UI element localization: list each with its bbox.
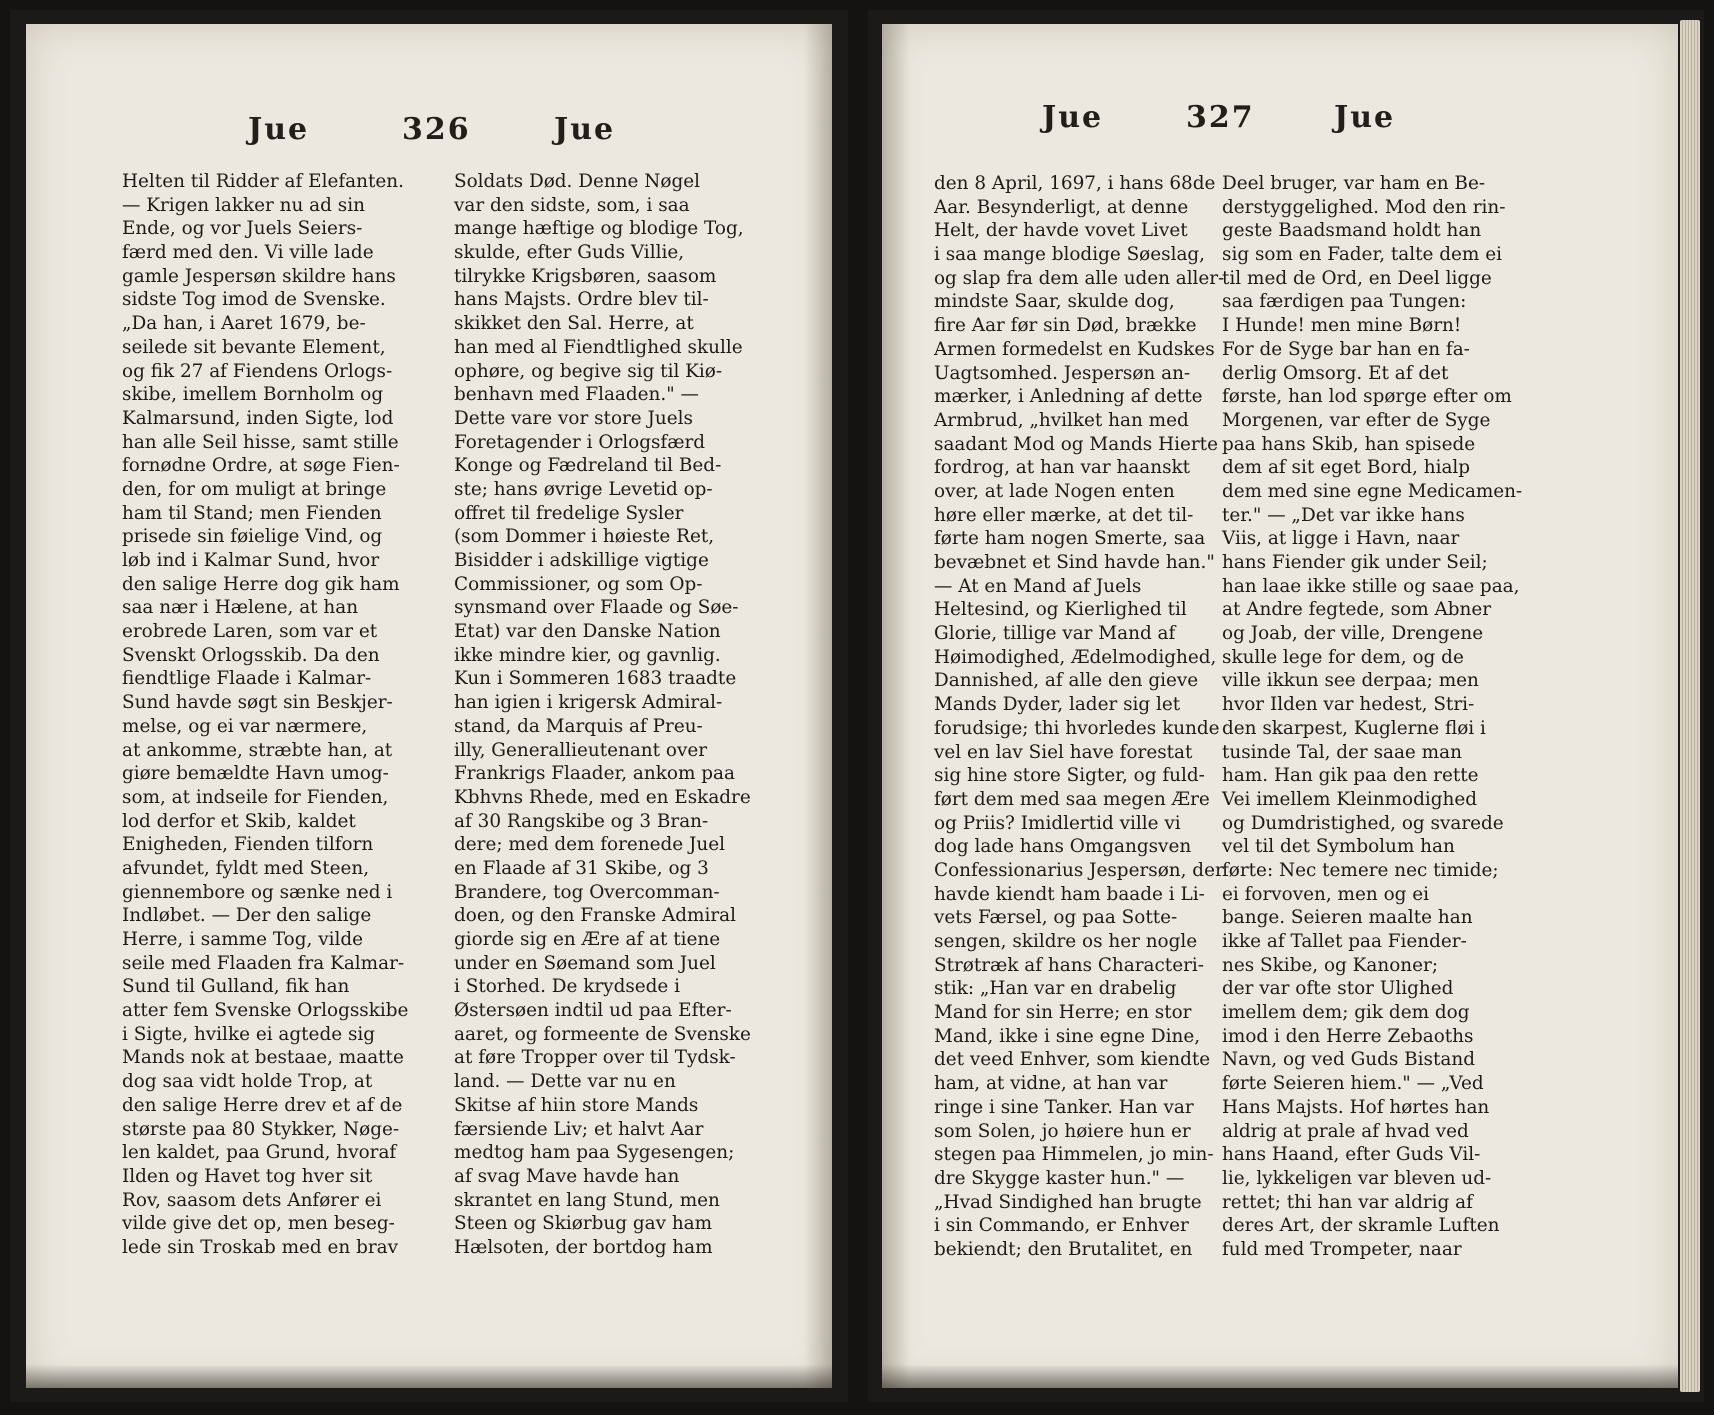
text-line: i saa mange blodige Søeslag, (934, 244, 1206, 266)
text-line: rettet; thi han var aldrig af (1222, 1191, 1473, 1213)
text-line: færd med den. Vi ville lade (122, 242, 374, 264)
text-line: derlig Omsorg. Et af det (1222, 362, 1449, 384)
text-line: lod derfor et Skib, kaldet (122, 810, 356, 832)
text-line: den salige Herre dog gik ham (122, 573, 400, 595)
text-line: den salige Herre drev et af de (122, 1094, 403, 1116)
text-line: Mand for sin Herre; en stor (934, 1002, 1192, 1024)
text-line: færsiende Liv; et halvt Aar (454, 1118, 704, 1140)
text-line: Etat) var den Danske Nation (454, 621, 721, 643)
text-line: og fik 27 af Fiendens Orlogs- (122, 360, 393, 382)
text-line: i sin Commando, er Enhver (934, 1215, 1189, 1237)
page-bottom-edge (26, 1364, 832, 1388)
page-327 (882, 24, 1678, 1388)
text-line: hans Majsts. Ordre blev til- (454, 289, 709, 311)
text-line: stegen paa Himmelen, jo min- (934, 1144, 1214, 1166)
text-line: Kun i Sommeren 1683 traadte (454, 668, 737, 690)
text-line: Helten til Ridder af Elefanten. (122, 171, 404, 192)
text-line: hans Fiender gik under Seil; (1222, 552, 1488, 573)
text-line: Confessionarius Jespersøn, der (934, 859, 1224, 881)
text-line: deres Art, der skramle Luften (1222, 1215, 1500, 1237)
text-column-1 (122, 170, 432, 1260)
text-line: løb ind i Kalmar Sund, hvor (122, 550, 380, 571)
running-head-left: Jue (248, 112, 310, 147)
text-line: saadant Mod og Mands Hierte (934, 433, 1218, 455)
text-line: Vei imellem Kleinmodighed (1222, 788, 1478, 810)
text-line: Glorie, tillige var Mand af (934, 623, 1176, 645)
text-line: Dette vare vor store Juels (454, 407, 693, 429)
text-line: under en Søemand som Juel (454, 952, 716, 974)
text-line: det veed Enhver, som kiendte (934, 1049, 1211, 1071)
text-line: hvor Ilden var hedest, Stri- (1222, 694, 1475, 716)
text-line: at Andre fegtede, som Abner (1222, 599, 1492, 621)
text-line: atter fem Svenske Orlogsskibe (122, 1000, 409, 1022)
text-line: hans Haand, efter Guds Vil- (1222, 1144, 1481, 1166)
text-line: skibe, imellem Bornholm og (122, 384, 384, 406)
text-line: saa nær i Hælene, at han (122, 597, 359, 619)
text-line: Østersøen indtil ud paa Efter- (454, 1000, 732, 1022)
text-line: land. — Dette var nu en (454, 1071, 676, 1093)
text-line: For de Syge bar han en fa- (1222, 338, 1470, 360)
text-line: Frankrigs Flaader, ankom paa (454, 763, 735, 785)
text-line: var den sidste, som, i saa (454, 194, 690, 216)
gutter-shadow (882, 24, 910, 1388)
running-head-left: Jue (1042, 100, 1104, 135)
text-line: Mands Dyder, lader sig let (934, 694, 1181, 716)
text-line: fuld med Trompeter, naar (1222, 1238, 1462, 1260)
text-line: fordrog, at han var haanskt (934, 457, 1191, 479)
text-line: til med de Ord, en Deel ligge (1222, 267, 1492, 289)
text-line: over, at lade Nogen enten (934, 480, 1175, 502)
text-column-2 (454, 170, 764, 1260)
text-line: han igien i krigersk Admiral- (454, 692, 723, 714)
text-line: fire Aar før sin Død, brække (934, 315, 1197, 337)
text-line: Strøtræk af hans Characteri- (934, 954, 1204, 976)
running-head-right: Jue (554, 112, 616, 147)
text-line: som Solen, jo høiere hun er (934, 1120, 1191, 1142)
running-head-right: Jue (1334, 100, 1396, 135)
text-line: ikke af Tallet paa Fiender- (1222, 931, 1467, 952)
text-line: dem af sit eget Bord, hialp (1222, 457, 1471, 479)
text-line: aaret, og formeente de Svenske (454, 1023, 751, 1045)
text-line: Dannished, af alle den gieve (934, 670, 1199, 692)
text-line: dem med sine egne Medicamen- (1222, 480, 1523, 502)
text-line: doen, og den Franske Admiral (454, 905, 736, 927)
text-line: lie, lykkeligen var bleven ud- (1222, 1167, 1492, 1189)
right-page-scan (868, 10, 1704, 1402)
text-line: Viis, at ligge i Havn, naar (1222, 528, 1460, 550)
text-line: Ilden og Havet tog hver sit (122, 1165, 373, 1187)
text-line: forudsige; thi hvorledes kunde (934, 717, 1220, 739)
text-line: Brandere, tog Overcomman- (454, 881, 720, 903)
text-line: ville ikkun see derpaa; men (1222, 670, 1479, 692)
text-line: Høimodighed, Ædelmodighed, (934, 646, 1217, 668)
page-number: 327 (1186, 100, 1255, 135)
left-page-scan (10, 10, 848, 1402)
text-line: vel til det Symbolum han (1222, 836, 1455, 858)
text-line: nes Skibe, og Kanoner; (1222, 954, 1439, 976)
text-line: Navn, og ved Guds Bistand (1222, 1049, 1475, 1071)
page-326 (26, 24, 832, 1388)
text-line: Kbhvns Rhede, med en Eskadre (454, 786, 751, 808)
text-line: han laae ikke stille og saae paa, (1222, 575, 1520, 597)
text-line: Mand, ikke i sine egne Dine, (934, 1025, 1201, 1047)
text-line: benhavn med Flaaden." — (454, 384, 699, 406)
text-line: sidste Tog imod de Svenske. (122, 289, 386, 311)
text-line: gamle Jespersøn skildre hans (122, 265, 396, 287)
page-bottom-edge (882, 1364, 1678, 1388)
text-line: førte: Nec temere nec timide; (1222, 859, 1499, 881)
text-line: Herre, i samme Tog, vilde (122, 929, 363, 950)
text-line: len kaldet, paa Grund, hvoraf (122, 1142, 397, 1164)
text-line: i Sigte, hvilke ei agtede sig (122, 1023, 376, 1045)
text-line: imod i den Herre Zebaoths (1222, 1025, 1474, 1047)
text-line: at føre Tropper over til Tydsk- (454, 1047, 736, 1069)
text-line: offret til fredelige Sysler (454, 502, 684, 524)
text-line: Helt, der havde vovet Livet (934, 220, 1188, 242)
text-line: fiendtlige Flaade i Kalmar- (122, 668, 372, 690)
text-column-1 (934, 172, 1224, 1262)
text-line: bange. Seieren maalte han (1222, 907, 1473, 929)
text-line: I Hunde! men mine Børn! (1222, 315, 1462, 337)
text-line: Mands nok at bestaae, maatte (122, 1047, 404, 1069)
text-line: ophøre, og begive sig til Kiø- (454, 360, 723, 382)
page-edges (1680, 20, 1700, 1392)
text-line: der var ofte stor Ulighed (1222, 978, 1454, 1000)
text-line: skulle lege for dem, og de (1222, 646, 1464, 668)
text-line: dere; med dem forenede Juel (454, 834, 726, 856)
text-line: Ende, og vor Juels Seiers- (122, 218, 363, 240)
text-line: ringe i sine Tanker. Han var (934, 1096, 1194, 1118)
text-line: den skarpest, Kuglerne fløi i (1222, 717, 1486, 739)
text-line: en Flaade af 31 Skibe, og 3 (454, 857, 709, 879)
text-line: af svag Mave havde han (454, 1165, 680, 1187)
text-line: førte Seieren hiem." — „Ved (1222, 1073, 1484, 1095)
text-line: ham, at vidne, at han var (934, 1073, 1168, 1095)
text-line: Sund havde søgt sin Beskjer- (122, 692, 393, 714)
text-line: mindste Saar, skulde dog, (934, 291, 1175, 313)
text-line: Heltesind, og Kierlighed til (934, 599, 1187, 621)
text-line: afvundet, fyldt med Steen, (122, 857, 370, 879)
text-line: sig som en Fader, talte dem ei (1222, 244, 1502, 266)
text-line: Kalmarsund, inden Sigte, lod (122, 407, 394, 429)
text-line: tusinde Tal, der saae man (1222, 741, 1462, 763)
text-line: Svenskt Orlogsskib. Da den (122, 644, 380, 666)
text-line: illy, Generallieutenant over (454, 739, 708, 761)
text-line: Steen og Skiørbug gav ham (454, 1213, 713, 1235)
text-line: melse, og ei var nærmere, (122, 715, 368, 737)
text-line: og Dumdristighed, og svarede (1222, 812, 1504, 834)
text-line: synsmand over Flaade og Søe- (454, 597, 739, 619)
text-line: bekiendt; den Brutalitet, en (934, 1238, 1193, 1260)
text-line: Rov, saasom dets Anfører ei (122, 1189, 382, 1211)
text-line: Foretagender i Orlogsfærd (454, 431, 706, 453)
text-line: dre Skygge kaster hun." — (934, 1167, 1185, 1189)
text-line: dog lade hans Omgangsven (934, 836, 1192, 858)
text-line: ført dem med saa megen Ære (934, 788, 1210, 810)
text-line: mange hæftige og blodige Tog, (454, 218, 744, 240)
text-line: fornødne Ordre, at søge Fien- (122, 455, 400, 477)
text-line: den 8 April, 1697, i hans 68de (934, 173, 1216, 194)
text-line: vets Færsel, og paa Sotte- (934, 907, 1178, 929)
text-line: Skitse af hiin store Mands (454, 1094, 699, 1116)
text-line: han med al Fiendtlighed skulle (454, 336, 743, 358)
text-line: og slap fra dem alle uden aller- (934, 267, 1225, 289)
text-line: førte ham nogen Smerte, saa (934, 528, 1206, 550)
text-line: største paa 80 Stykker, Nøge- (122, 1118, 400, 1140)
text-line: skulde, efter Guds Villie, (454, 242, 685, 264)
text-line: (som Dommer i høieste Ret, (454, 526, 715, 548)
gutter-shadow (804, 24, 832, 1388)
text-line: prisede sin føielige Vind, og (122, 526, 383, 548)
text-line: Indløbet. — Der den salige (122, 905, 372, 927)
text-line: saa færdigen paa Tungen: (1222, 291, 1467, 313)
text-line: seilede sit bevante Element, (122, 336, 386, 358)
text-line: skikket den Sal. Herre, at (454, 313, 694, 335)
text-line: i Storhed. De krydsede i (454, 976, 681, 998)
text-line: stik: „Han var en drabelig (934, 978, 1177, 1000)
text-line: sengen, skildre os her nogle (934, 931, 1198, 952)
text-line: vel en lav Siel have forestat (934, 741, 1193, 763)
text-line: høre eller mærke, at det til- (934, 504, 1194, 526)
text-line: Deel bruger, var ham en Be- (1222, 173, 1486, 194)
text-line: Bisidder i adskillige vigtige (454, 550, 709, 571)
text-line: og Joab, der ville, Drengene (1222, 623, 1484, 645)
text-line: Armen formedelst en Kudskes (934, 338, 1215, 360)
text-line: „Da han, i Aaret 1679, be- (122, 313, 366, 335)
text-line: giorde sig en Ære af at tiene (454, 929, 721, 950)
text-line: første, han lod spørge efter om (1222, 386, 1512, 408)
text-line: medtog ham paa Sygesengen; (454, 1142, 735, 1164)
text-line: ikke mindre kier, og gavnlig. (454, 644, 721, 666)
text-line: giennembore og sænke ned i (122, 881, 393, 903)
text-line: af 30 Rangskibe og 3 Bran- (454, 810, 709, 832)
text-line: Uagtsomhed. Jespersøn an- (934, 362, 1191, 384)
text-line: ei forvoven, men og ei (1222, 883, 1430, 905)
text-line: giøre bemældte Havn umog- (122, 763, 389, 785)
text-line: den, for om muligt at bringe (122, 478, 387, 500)
text-line: Soldats Død. Denne Nøgel (454, 171, 700, 192)
text-line: — Krigen lakker nu ad sin (122, 194, 365, 216)
text-line: lede sin Troskab med en brav (122, 1236, 399, 1258)
text-line: Hans Majsts. Hof hørtes han (1222, 1096, 1490, 1118)
text-line: ter." — „Det var ikke hans (1222, 504, 1465, 526)
text-line: Hælsoten, der bortdog ham (454, 1236, 713, 1258)
text-line: dog saa vidt holde Trop, at (122, 1071, 373, 1093)
text-line: Aar. Besynderligt, at denne (934, 196, 1189, 218)
text-line: derstyggelighed. Mod den rin- (1222, 196, 1506, 218)
text-line: paa hans Skib, han spisede (1222, 433, 1476, 455)
text-line: ham til Stand; men Fienden (122, 502, 382, 524)
text-line: tilrykke Krigsbøren, saasom (454, 265, 717, 287)
text-line: Morgenen, var efter de Syge (1222, 409, 1491, 431)
text-line: han alle Seil hisse, samt stille (122, 431, 399, 453)
text-line: og Priis? Imidlertid ville vi (934, 812, 1181, 834)
text-line: bevæbnet et Sind havde han." (934, 552, 1215, 573)
text-line: sig hine store Sigter, og fuld- (934, 765, 1205, 787)
text-line: ham. Han gik paa den rette (1222, 765, 1479, 787)
text-line: Armbrud, „hvilket han med (934, 409, 1189, 431)
text-line: mærker, i Anledning af dette (934, 386, 1203, 408)
text-line: skrantet en lang Stund, men (454, 1189, 720, 1211)
text-line: seile med Flaaden fra Kalmar- (122, 952, 405, 974)
text-line: Sund til Gulland, fik han (122, 976, 350, 998)
text-line: „Hvad Sindighed han brugte (934, 1191, 1202, 1213)
text-line: imellem dem; gik dem dog (1222, 1002, 1470, 1024)
text-line: geste Baadsmand holdt han (1222, 220, 1482, 242)
page-number: 326 (402, 112, 471, 147)
text-line: aldrig at prale af hvad ved (1222, 1120, 1469, 1142)
text-column-2 (1222, 172, 1522, 1262)
text-line: Enigheden, Fienden tilforn (122, 834, 374, 856)
text-line: Commissioner, og som Op- (454, 573, 703, 595)
text-line: ste; hans øvrige Levetid op- (454, 478, 713, 500)
text-line: som, at indseile for Fienden, (122, 786, 389, 808)
text-line: stand, da Marquis af Preu- (454, 715, 703, 737)
text-line: vilde give det op, men beseg- (122, 1213, 395, 1235)
text-line: erobrede Laren, som var et (122, 621, 378, 643)
text-line: Konge og Fædreland til Bed- (454, 455, 722, 477)
text-line: havde kiendt ham baade i Li- (934, 883, 1205, 905)
text-line: — At en Mand af Juels (934, 575, 1142, 597)
text-line: at ankomme, stræbte han, at (122, 739, 393, 761)
